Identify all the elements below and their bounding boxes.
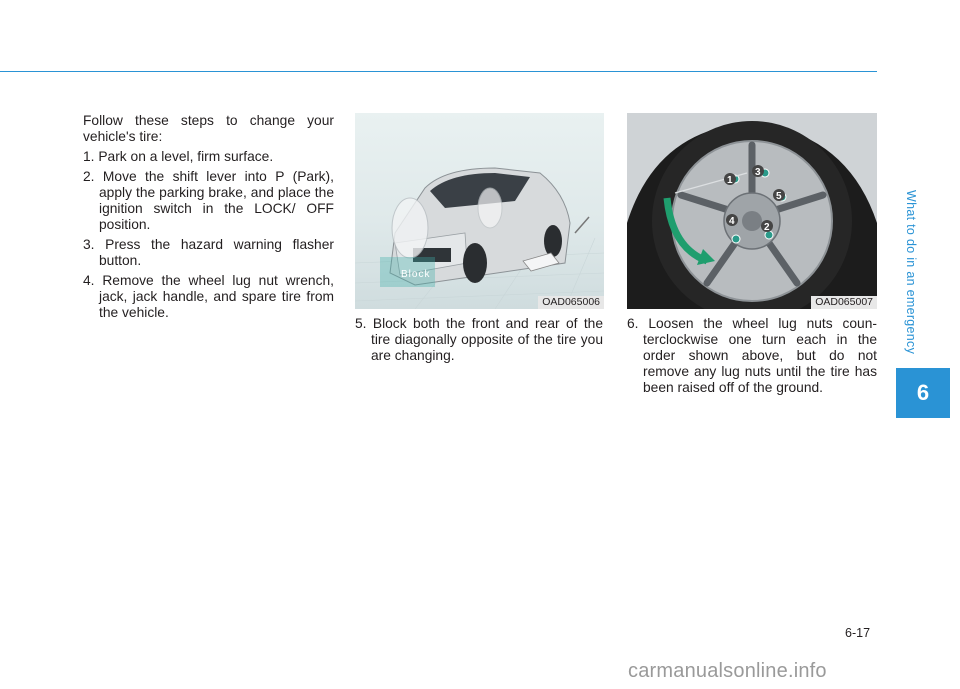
lug-number-4: 4 <box>729 216 735 227</box>
chapter-tab[interactable]: 6 <box>896 368 950 418</box>
figure-code-car: OAD065006 <box>538 296 604 309</box>
lug-number-3: 3 <box>755 167 761 178</box>
figure-wheel-lug-order <box>627 113 877 309</box>
lug-number-5: 5 <box>776 191 782 202</box>
intro-text: Follow these steps to change your vehicle's tire: <box>83 113 334 144</box>
lug-number-2: 2 <box>764 222 770 233</box>
step-2: 2. Move the shift lever into P (Park), apply the parking brake, and place the ignition switch in the LOCK/ OFF position. <box>83 169 334 232</box>
text-column-3 <box>627 316 877 400</box>
watermark[interactable]: carmanualsonline.info <box>628 660 827 682</box>
figure-car-blocked <box>355 113 604 309</box>
step-6: 6. Loosen the wheel lug nuts coun-terclockwise one turn each in the order shown above, but do not remove any lug nuts until the tire has been raised off of the ground. <box>627 316 877 395</box>
step-3: 3. Press the hazard warning flasher button. <box>83 237 334 268</box>
text-column-1 <box>83 113 334 325</box>
step-1: 1. Park on a level, firm surface. <box>83 149 274 164</box>
header-rule <box>0 71 877 72</box>
text-column-2 <box>355 316 603 368</box>
page-number: 6-17 <box>845 626 871 640</box>
step-4: 4. Remove the wheel lug nut wrench, jack, jack handle, and spare tire from the vehicle. <box>83 273 334 320</box>
block-label: Block <box>401 269 431 280</box>
step-5: 5. Block both the front and rear of the tire diagonally opposite of the tire you are changing. <box>355 316 603 363</box>
figure-code-wheel: OAD065007 <box>811 296 877 309</box>
wheel-illustration <box>627 113 877 309</box>
chapter-title: What to do in an emergency <box>904 190 918 355</box>
car-illustration <box>355 113 604 309</box>
lug-number-1: 1 <box>727 175 733 186</box>
